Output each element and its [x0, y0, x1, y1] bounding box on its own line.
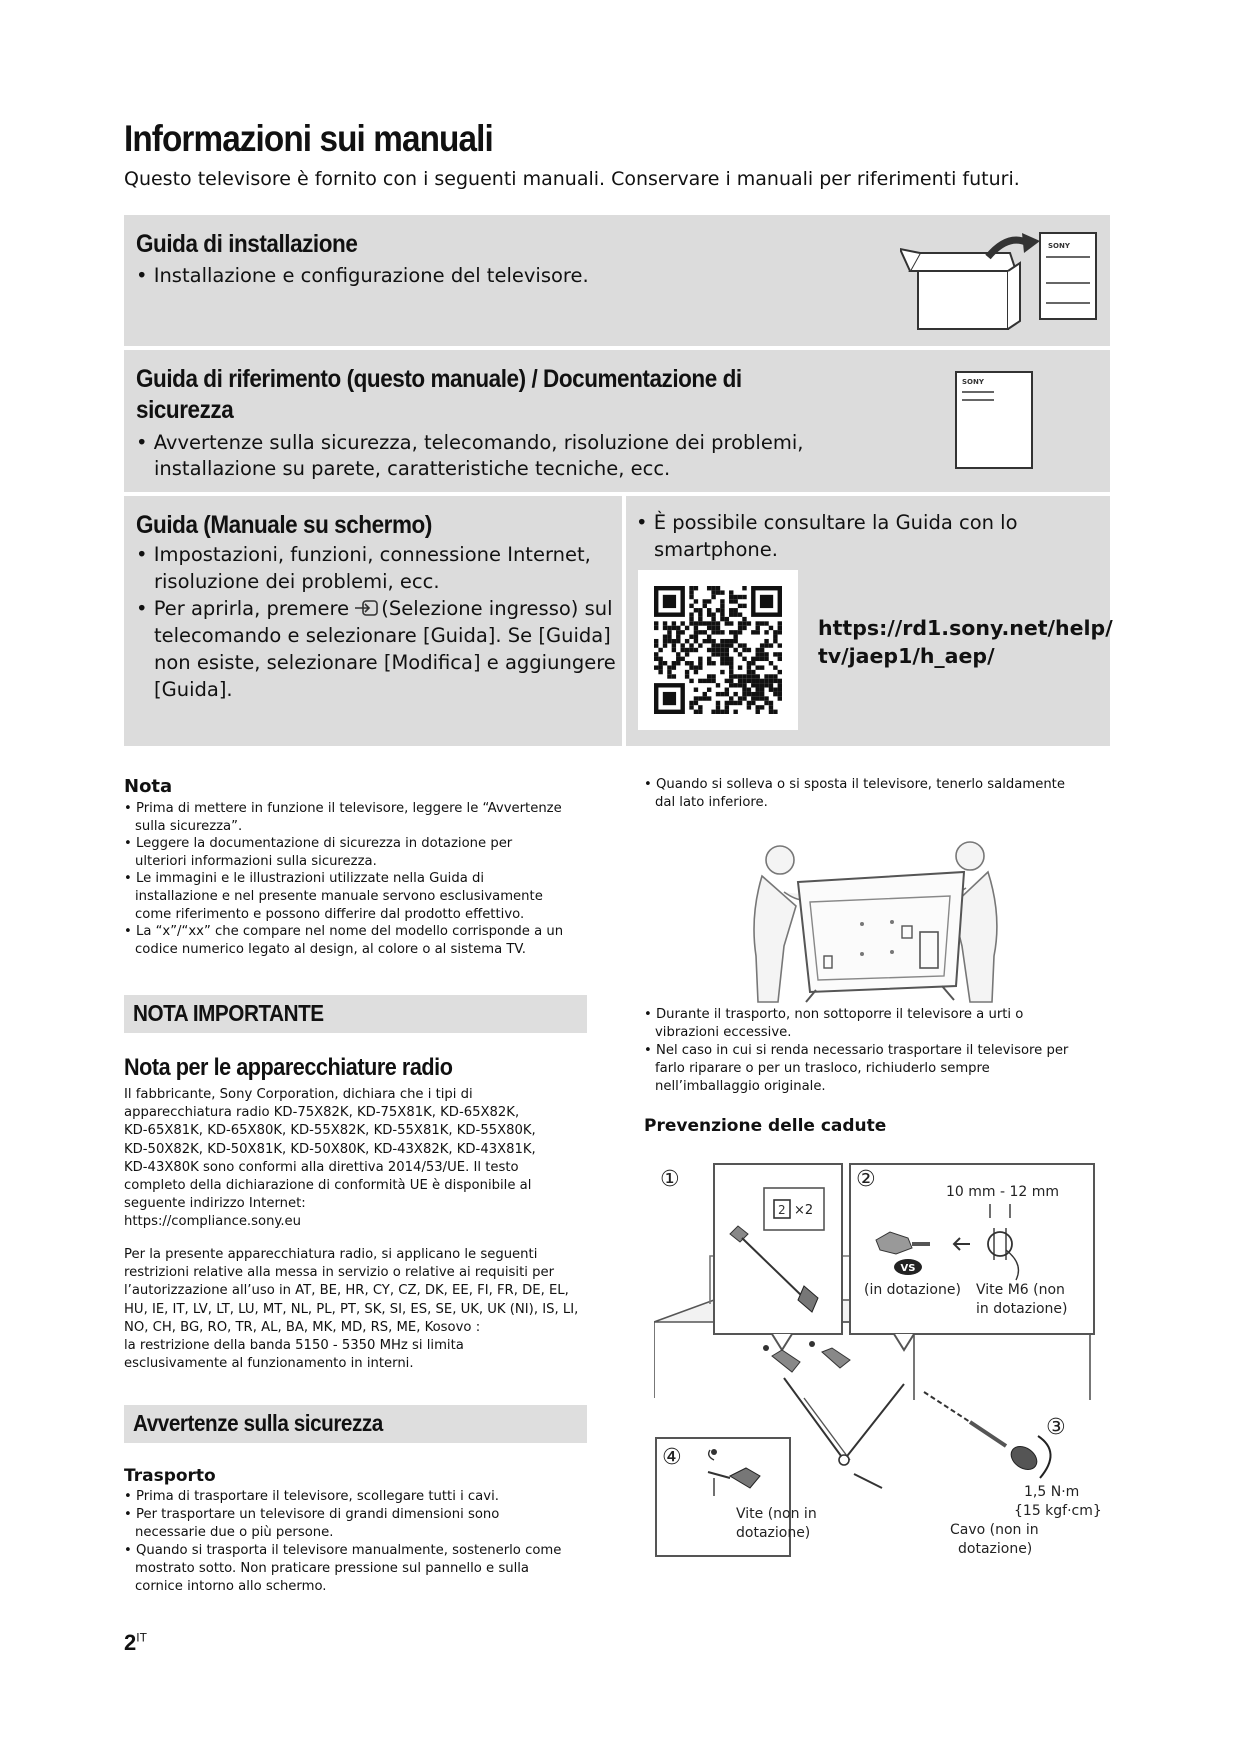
page-title: Informazioni sui manuali: [124, 118, 493, 159]
declaration-line: seguente indirizzo Internet:: [124, 1196, 306, 1212]
declaration-line: completo della dichiarazione di conformità UE è disponibile al: [124, 1178, 532, 1193]
panel-title-line2: sicurezza: [136, 396, 234, 424]
trasporto-title: Trasporto: [124, 1466, 216, 1486]
trasporto-list-item: • Per trasportare un televisore di grandi dimensioni sono: [124, 1507, 500, 1522]
declaration-line: KD-65X81K, KD-65X80K, KD-55X82K, KD-55X81K, KD-55X80K,: [124, 1123, 536, 1139]
trasporto-list-item: • Prima di trasportare il televisore, scollegare tutti i cavi.: [124, 1489, 499, 1504]
nota-title: Nota: [124, 776, 173, 797]
trasporto-list-item: mostrato sotto. Non praticare pressione sul pannello e sulla: [135, 1561, 530, 1576]
smartphone-line2: smartphone.: [654, 538, 778, 561]
page-number: [124, 1630, 147, 1656]
page-number-value: 2: [124, 1630, 137, 1655]
box-manual-illustration: [900, 227, 1100, 335]
intro-text: Questo televisore è fornito con i seguenti manuali. Conservare i manuali per riferimenti futuri.: [124, 168, 1020, 190]
transport-list-item: farlo riparare o per un trasloco, richiuderlo sempre: [655, 1061, 990, 1076]
nota-importante-title: NOTA IMPORTANTE: [133, 1000, 324, 1026]
restriction-line: HU, IE, IT, LV, LT, LU, MT, NL, PL, PT, SK, SI, ES, SE, UK, UK (NI), IS, LI,: [124, 1301, 579, 1317]
sony-logo-small: SONY: [962, 378, 984, 386]
declaration-line: Il fabbricante, Sony Corporation, dichiara che i tipi di: [124, 1087, 473, 1102]
trasporto-list-item: • Quando si trasporta il televisore manualmente, sostenerlo come: [124, 1543, 562, 1558]
panel-title: Guida (Manuale su schermo): [136, 511, 432, 539]
lift-text-line: dal lato inferiore.: [655, 794, 768, 810]
bullet1-line2: risoluzione dei problemi, ecc.: [154, 570, 440, 593]
transport-list-item: • Durante il trasporto, non sottoporre il televisore a urti o: [644, 1007, 1024, 1022]
bullet2-text-a: • Per aprirla, premere: [136, 597, 356, 620]
manual-book-illustration: [954, 370, 1034, 470]
restriction-line: NO, CH, BG, RO, TR, AL, BA, MK, MD, RS, ME, Kosovo :: [124, 1319, 481, 1335]
panel-title: Guida di installazione: [136, 230, 358, 258]
nota-list-item: • Prima di mettere in funzione il televisore, leggere le “Avvertenze: [124, 801, 562, 816]
panel-smartphone: [626, 496, 1113, 746]
step-3-marker: ③: [1046, 1415, 1066, 1440]
sony-logo-small: SONY: [1048, 242, 1070, 250]
help-url-line1[interactable]: https://rd1.sony.net/help/: [818, 616, 1113, 640]
nota-list-item: installazione e nel presente manuale servono esclusivamente: [135, 889, 543, 904]
transport-list-item: • Nel caso in cui si renda necessario trasportare il televisore per: [644, 1043, 1069, 1058]
vite-label-line2: dotazione): [736, 1525, 811, 1541]
vite-label-line1: Vite (non in: [736, 1506, 817, 1522]
mm-range-label: 10 mm - 12 mm: [946, 1184, 1060, 1200]
declaration-line: https://compliance.sony.eu: [124, 1214, 302, 1230]
input-select-icon: [355, 598, 381, 618]
nota-list-item: come riferimento e possono differire dal prodotto effettivo.: [135, 906, 525, 922]
vite-m6-label-line2: in dotazione): [976, 1301, 1068, 1317]
radio-subtitle: Nota per le apparecchiature radio: [124, 1054, 453, 1081]
cavo-label-line2: dotazione): [958, 1541, 1033, 1557]
step-2-marker: ②: [856, 1167, 876, 1192]
declaration-line: KD-43X80K sono conformi alla direttiva 2014/53/UE. Il testo: [124, 1159, 519, 1175]
panel-guida-riferimento: [124, 350, 1110, 492]
nota-list-item: • Le immagini e le illustrazioni utilizzate nella Guida di: [124, 871, 485, 887]
times-two-label: ×2: [794, 1203, 814, 1218]
restriction-line: restrizioni relative alla messa in servizio o relative ai requisiti per: [124, 1265, 555, 1281]
nota-list-item: codice numerico legato al design, al colore o al sistema TV.: [135, 941, 526, 957]
torque-label-line1: 1,5 N·m: [1024, 1484, 1080, 1500]
nota-list-item: ulteriori informazioni sulla sicurezza.: [135, 853, 377, 869]
restriction-line: la restrizione della banda 5150 - 5350 MHz si limita: [124, 1338, 464, 1353]
bullet2-line3: non esiste, selezionare [Modifica] e aggiungere: [154, 651, 616, 674]
two-people-carrying-tv-illustration: [744, 836, 1004, 1004]
vite-m6-label-line1: Vite M6 (non: [976, 1282, 1065, 1298]
panel-bullet-line2: installazione su parete, caratteristiche tecniche, ecc.: [154, 457, 671, 480]
vs-badge: VS: [900, 1263, 916, 1274]
svg-text:2: 2: [778, 1203, 786, 1217]
help-url-line2[interactable]: tv/jaep1/h_aep/: [818, 644, 995, 668]
declaration-line: apparecchiatura radio KD-75X82K, KD-75X81K, KD-65X82K,: [124, 1105, 520, 1121]
trasporto-list-item: necessarie due o più persone.: [135, 1525, 334, 1540]
bullet2-line1: [136, 596, 613, 622]
transport-list-item: nell’imballaggio originale.: [655, 1079, 826, 1094]
trasporto-list-item: cornice intorno allo schermo.: [135, 1579, 327, 1594]
lift-text-line: • Quando si solleva o si sposta il televisore, tenerlo saldamente: [644, 777, 1065, 792]
panel-guida-schermo: [124, 496, 622, 746]
torque-label-line2: {15 kgf·cm}: [1014, 1503, 1102, 1519]
page-lang-code: IT: [136, 1630, 147, 1645]
declaration-line: KD-50X82K, KD-50X81K, KD-50X80K, KD-43X82K, KD-43X81K,: [124, 1141, 536, 1157]
panel-guida-installazione: [124, 215, 1110, 346]
fall-prevention-diagram: [654, 1160, 1104, 1560]
nota-list-item: • Leggere la documentazione di sicurezza in dotazione per: [124, 836, 513, 852]
restriction-line: esclusivamente al funzionamento in interni.: [124, 1356, 414, 1372]
restriction-line: Per la presente apparecchiatura radio, si applicano le seguenti: [124, 1247, 538, 1262]
restriction-line: l’autorizzazione all’uso in AT, BE, HR, CY, CZ, DK, EE, FI, FR, DE, EL,: [124, 1283, 569, 1299]
step-4-marker: ④: [662, 1445, 682, 1470]
nota-importante-bar: [124, 995, 587, 1033]
bullet2-line2: telecomando e selezionare [Guida]. Se [Guida]: [154, 624, 611, 647]
prevenzione-title: Prevenzione delle cadute: [644, 1116, 887, 1136]
bullet2-text-b: (Selezione ingresso) sul: [381, 597, 613, 620]
qr-code-frame: [638, 570, 798, 730]
smartphone-line1: • È possibile consultare la Guida con lo: [636, 511, 1018, 534]
step-1-marker: ①: [660, 1167, 680, 1192]
panel-bullet-line1: • Avvertenze sulla sicurezza, telecomando, risoluzione dei problemi,: [136, 431, 804, 454]
panel-title-line1: Guida di riferimento (questo manuale) / Documentazione di: [136, 365, 742, 393]
in-dotazione-label: (in dotazione): [864, 1282, 961, 1298]
transport-list-item: vibrazioni eccessive.: [655, 1025, 792, 1040]
bullet2-line4: [Guida].: [154, 678, 233, 701]
bullet1-line1: • Impostazioni, funzioni, connessione Internet,: [136, 543, 591, 566]
nota-list-item: sulla sicurezza”.: [135, 818, 243, 834]
cavo-label-line1: Cavo (non in: [950, 1522, 1039, 1538]
nota-list-item: • La “x”/“xx” che compare nel nome del modello corrisponde a un: [124, 924, 564, 940]
avvertenze-title: Avvertenze sulla sicurezza: [133, 1410, 383, 1436]
qr-code-icon: [654, 586, 782, 714]
panel-bullet: • Installazione e configurazione del televisore.: [136, 264, 589, 287]
avvertenze-bar: [124, 1405, 587, 1443]
